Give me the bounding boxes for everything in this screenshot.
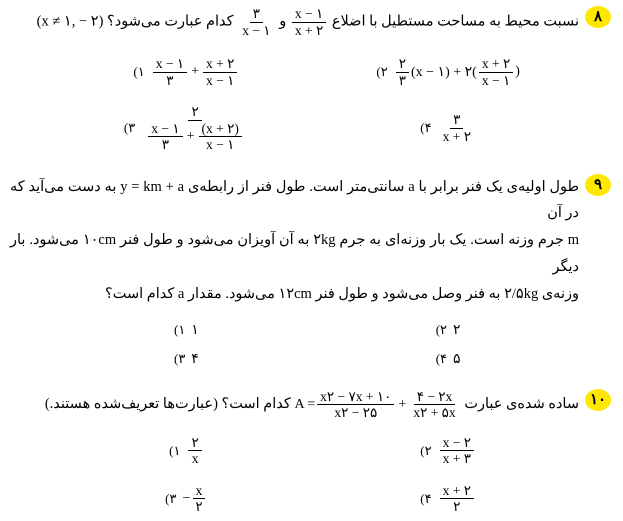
option-3[interactable] [56,483,318,515]
question-9-line-1: طول اولیه‌ی یک فنر برابر با a سانتی‌متر است. طول فنر از رابطه‌ی y = km + a به دست می‌آید که در آن [10,178,580,222]
option-1-fraction-a: $\frac{x - ۱}{۳}$ [153,56,187,88]
option-3[interactable] [56,351,318,368]
option-3-den-operator: + [186,128,195,144]
option-1[interactable] [56,435,318,467]
option-3-label: ۳) [173,351,186,367]
stem-expression-fraction-1: $\frac{x۲ - ۷x + ۱۰}{x۲ - ۲۵}$ [317,389,394,421]
question-10-options [10,435,579,515]
stem-expression [294,389,460,421]
stem-fraction-1: $\frac{x - ۱}{x + ۲}$ [292,6,326,38]
option-row [10,435,579,467]
question-8 [10,6,613,153]
option-row [10,322,579,339]
question-8-stem [10,6,579,38]
question-number-badge: ۸ [585,6,611,28]
question-9-line-2: m جرم وزنه است. یک بار وزنه‌ای به جرم ۲kg به آن آویزان می‌شود و طول فنر ۱۰cm می‌شود. بار دیگر [10,232,580,276]
stem-expression-lead: A = [294,396,316,412]
option-2-label: ۲) [376,64,388,80]
option-2-inner-fraction: $\frac{x + ۲}{x - ۱}$ [479,56,513,88]
option-4-math [438,112,476,144]
option-row [10,351,579,368]
option-3-sign: − [182,490,191,506]
question-number-badge: ۱۰ [585,389,611,411]
option-2-value: ۲ [453,322,461,338]
option-4-fraction: $\frac{x + ۲}{۲}$ [440,483,474,515]
option-1-label: ۱) [173,322,186,338]
option-1-operator: + [191,64,200,80]
stem-conjunction: و [279,13,287,30]
option-2[interactable] [317,322,579,339]
option-4-label: ۴) [420,490,432,506]
option-3-complex-fraction: ۲ $\frac{x - ۱}{۳}$ + $\frac{(x + ۲)}{x - ۱}$ [143,104,247,153]
option-2[interactable] [317,56,579,88]
option-1-math [151,56,240,88]
question-9-options [10,322,579,368]
option-2[interactable] [317,435,579,467]
stem-fraction-2: $\frac{۳}{x - ۱}$ [242,6,271,38]
option-2-label: ۲) [435,322,448,338]
option-4[interactable] [317,112,579,144]
question-number-badge: ۹ [585,174,611,196]
stem-expression-operator: + [398,396,407,412]
option-3-value: ۴ [191,351,199,367]
question-9-stem [10,174,579,308]
option-1[interactable] [56,56,318,88]
option-2-close-paren: ) [515,64,520,80]
stem-question-text: کدام عبارت می‌شود؟ [107,13,234,30]
option-3-label: ۳) [165,490,177,506]
option-4-value: ۵ [453,351,461,367]
option-1-fraction-b: $\frac{x + ۲}{x - ۱}$ [203,56,237,88]
option-4[interactable] [317,483,579,515]
option-4-fraction: $\frac{۳}{x + ۲}$ [442,112,471,144]
stem-expression-fraction-2: $\frac{۴ - ۲x}{x۲ + ۵x}$ [413,388,456,421]
option-2-math [394,56,520,88]
option-3-fraction: $\frac{x}{۲}$ [192,483,205,515]
option-2-label: ۲) [420,442,432,458]
stem-question-text: کدام است؟ (عبارت‌ها تعریف‌شده هستند.) [44,395,291,412]
option-3-math [141,104,249,153]
option-4-label: ۴) [420,120,432,136]
stem-condition: (۲ − ,۱ ≠ x) [36,13,104,30]
question-8-options [10,56,579,153]
option-4[interactable] [317,351,579,368]
question-9-line-3: وزنه‌ی ۲/۵kg به فنر وصل می‌شود و طول فنر ۱۲cm می‌شود. مقدار a کدام است؟ [105,285,579,302]
option-row [10,483,579,515]
option-3-den-fraction-b: $\frac{(x + ۲)}{x - ۱}$ [199,121,242,153]
option-1-label: ۱) [169,442,181,458]
stem-text: ساده شده‌ی عبارت [464,395,579,412]
option-2-tail: (x − ۱) + ۲( [411,64,477,80]
option-3-label: ۳) [123,120,136,136]
option-3-den-fraction-a: $\frac{x - ۱}{۳}$ [148,121,182,153]
option-1[interactable] [56,322,318,339]
option-row [10,104,579,153]
option-1-label: ۱) [133,64,145,80]
option-row [10,56,579,88]
option-1-value: ۱ [191,322,199,338]
question-9 [10,174,613,368]
option-2-fraction: $\frac{x - ۲}{x + ۳}$ [440,435,474,467]
option-2-lead-fraction: $\frac{۲}{۳}$ [396,56,409,88]
option-4-label: ۴) [435,351,448,367]
option-1-fraction: $\frac{۲}{x}$ [188,435,201,467]
stem-text: نسبت محیط به مساحت مستطیل با اضلاع [331,13,579,30]
question-10 [10,389,613,515]
option-3[interactable] [56,104,318,153]
question-10-stem [10,389,579,421]
option-3-math [182,483,207,515]
